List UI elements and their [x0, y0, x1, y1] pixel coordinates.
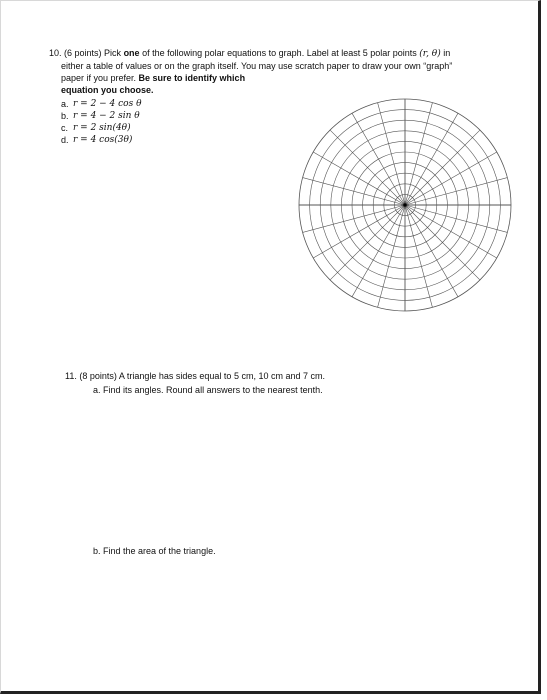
- prompt-math: (r, θ): [419, 49, 441, 59]
- option-letter: b.: [61, 111, 69, 121]
- question-11-prompt: 11. (8 points) A triangle has sides equal to 5 cm, 10 cm and 7 cm.: [65, 371, 325, 381]
- question-10-prompt: [49, 47, 499, 96]
- prompt-text: in: [440, 48, 451, 58]
- polar-spoke: [313, 205, 405, 258]
- option-equation: r = 2 − 4 cos θ: [73, 99, 142, 109]
- polar-spoke: [405, 205, 432, 307]
- polar-spoke: [313, 152, 405, 205]
- polar-spoke: [405, 205, 497, 258]
- prompt-emphasis: equation you choose.: [61, 85, 154, 95]
- option-equation: r = 2 sin(4θ): [73, 123, 131, 133]
- prompt-text: paper if you prefer.: [61, 73, 139, 83]
- question-11-part-a: a. Find its angles. Round all answers to the nearest tenth.: [93, 385, 323, 395]
- prompt-text: (6 points) Pick: [64, 48, 124, 58]
- polar-spoke: [378, 205, 405, 307]
- question-11-part-b: b. Find the area of the triangle.: [93, 546, 216, 556]
- polar-spoke: [352, 205, 405, 297]
- option-letter: c.: [61, 123, 69, 133]
- polar-spoke: [303, 178, 405, 205]
- polar-origin: [403, 203, 407, 207]
- polar-spoke: [405, 178, 507, 205]
- polar-spoke: [405, 103, 432, 205]
- option-equation: r = 4 cos(3θ): [73, 135, 133, 145]
- polar-spoke: [405, 113, 458, 205]
- prompt-emphasis: Be sure to identify which: [138, 73, 246, 83]
- polar-spoke: [405, 205, 458, 297]
- polar-spoke: [405, 152, 497, 205]
- option-letter: d.: [61, 135, 69, 145]
- option-letter: a.: [61, 99, 69, 109]
- polar-spoke: [378, 103, 405, 205]
- polar-spoke: [303, 205, 405, 232]
- polar-graph-paper: [295, 95, 515, 315]
- question-11: [65, 369, 465, 397]
- option-equation: r = 4 − 2 sin θ: [73, 111, 140, 121]
- polar-spoke: [352, 113, 405, 205]
- prompt-text: either a table of values or on the graph itself. You may use scratch paper to draw your own “graph”: [61, 61, 453, 71]
- question-number: 10.: [49, 48, 62, 58]
- prompt-emphasis: one: [123, 48, 140, 58]
- polar-spoke: [405, 205, 507, 232]
- prompt-text: of the following polar equations to graph. Label at least 5 polar points: [139, 48, 420, 58]
